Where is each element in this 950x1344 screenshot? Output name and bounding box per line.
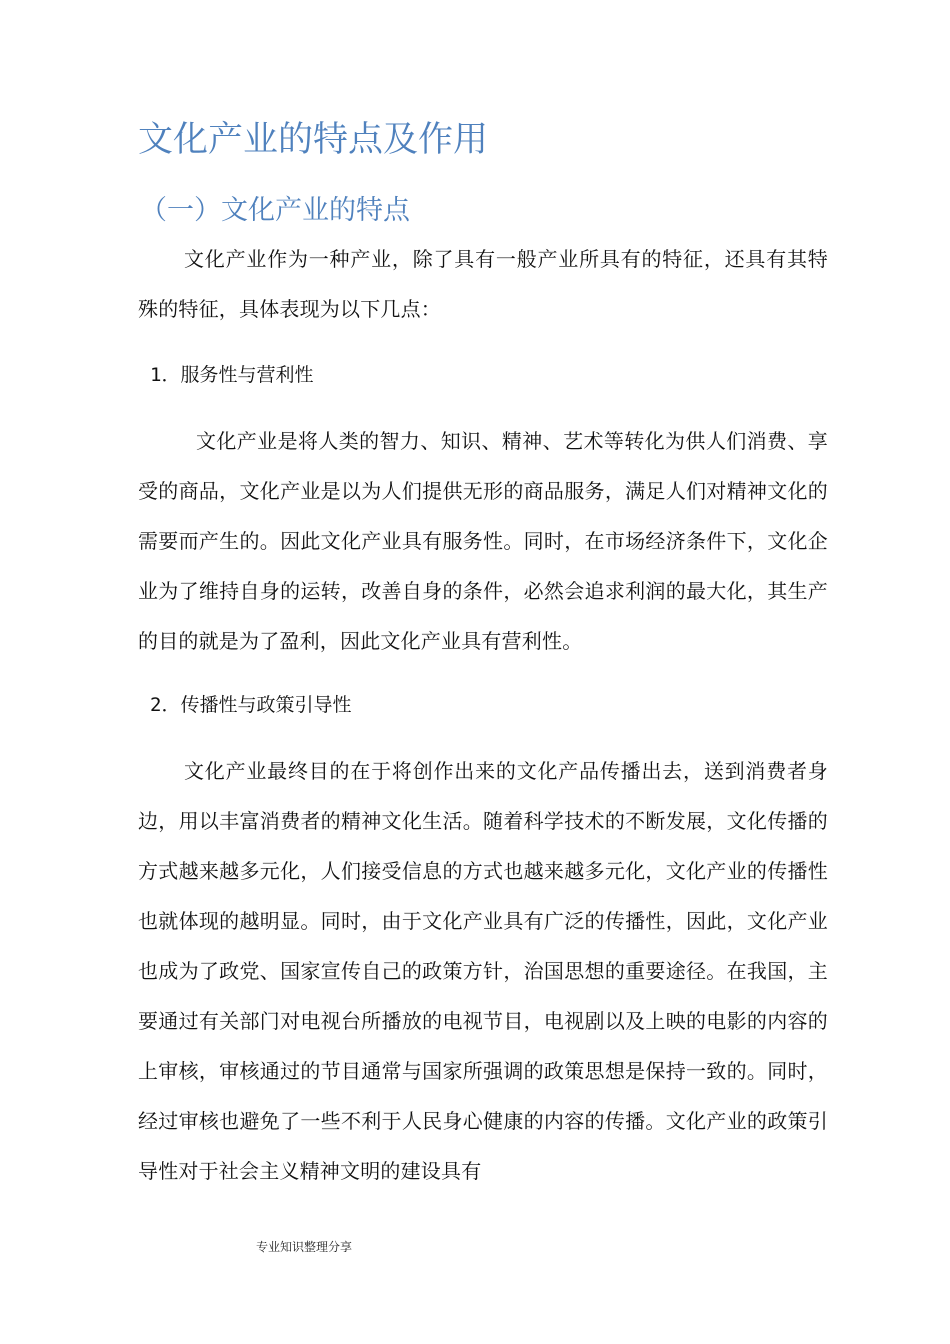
intro-paragraph: 文化产业作为一种产业，除了具有一般产业所具有的特征，还具有其特殊的特征，具体表现为以下几点： [138,247,828,321]
item-body-2: 文化产业最终目的在于将创作出来的文化产品传播出去，送到消费者身边，用以丰富消费者的精神文化生活。随着科学技术的不断发展，文化传播的方式越来越多元化，人们接受信息的方式也越来越多元化，文化产业的传播性也就体现的越明显。同时，由于文化产业具有广泛的传播性，因此，文化产业也成为了政党、国家宣传自己的政策方针，治国思想的重要途径。在我国，主要通过有关部门对电视台所播放的电视节目，电视剧以及上映的电影的内容的上审核，审核通过的节目通常与国家所强调的政策思想是保持一致的。同时，经过审核也避免了一些不利于人民身心健康的内容的传播。文化产业的政策引导性对于社会主义精神文明的建设具有 [138,759,828,1183]
item-body-1: 文化产业是将人类的智力、知识、精神、艺术等转化为供人们消费、享受的商品，文化产业是以为人们提供无形的商品服务，满足人们对精神文化的需要而产生的。因此文化产业具有服务性。同时，在市场经济条件下，文化企业为了维持自身的运转，改善自身的条件，必然会追求利润的最大化，其生产的目的就是为了盈利，因此文化产业具有营利性。 [138,429,828,653]
item-heading-1: 1．服务性与营利性 [150,364,314,386]
page-footer: 专业知识整理分享 [256,1240,353,1254]
document-title: 文化产业的特点及作用 [138,120,489,160]
section-title: （一）文化产业的特点 [140,195,410,226]
item-heading-2: 2．传播性与政策引导性 [150,694,352,716]
